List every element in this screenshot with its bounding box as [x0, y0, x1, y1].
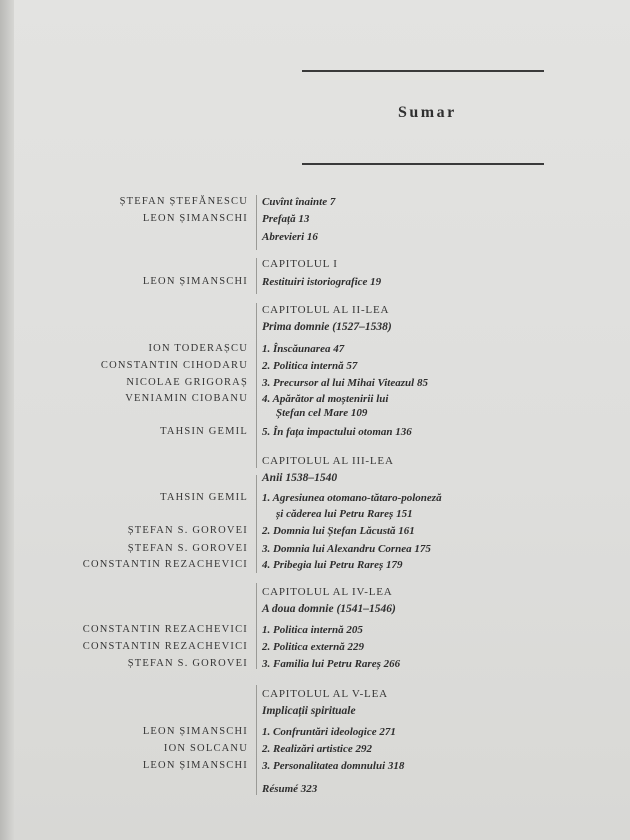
toc-entry: 2. Domnia lui Ștefan Lăcustă 161 — [262, 525, 415, 537]
column-divider — [256, 258, 257, 294]
toc-entry: 2. Politica externă 229 — [262, 641, 365, 653]
toc-entry: 5. În fața impactului otoman 136 — [262, 426, 412, 438]
summary-entry: Résumé 323 — [262, 783, 318, 795]
chapter-subtitle: Implicații spirituale — [262, 705, 356, 717]
chapter-heading: CAPITOLUL AL III-LEA — [262, 455, 394, 467]
toc-entry: 4. Apărător al moștenirii lui — [262, 393, 389, 405]
toc-author: LEON ȘIMANSCHI — [142, 276, 248, 287]
toc-entry: 3. Personalitatea domnului 318 — [262, 760, 405, 772]
toc-entry: 4. Pribegia lui Petru Rareș 179 — [262, 559, 403, 571]
toc-entry: Ștefan cel Mare 109 — [276, 407, 368, 419]
toc-author: TAHSIN GEMIL — [160, 492, 248, 503]
toc-author: ȘTEFAN S. GOROVEI — [127, 525, 248, 536]
toc-entry: 3. Domnia lui Alexandru Cornea 175 — [262, 543, 431, 555]
toc-author: CONSTANTIN REZACHEVICI — [82, 559, 248, 570]
toc-author: CONSTANTIN REZACHEVICI — [82, 641, 248, 652]
top-rule — [302, 70, 544, 72]
toc-entry: 1. Confruntări ideologice 271 — [262, 726, 396, 738]
toc-author: CONSTANTIN REZACHEVICI — [82, 624, 248, 635]
toc-entry: 1. Politica internă 205 — [262, 624, 363, 636]
toc-author: TAHSIN GEMIL — [160, 426, 248, 437]
toc-entry: și căderea lui Petru Rareș 151 — [276, 508, 413, 520]
toc-entry: Prefață 13 — [262, 213, 310, 225]
column-divider — [256, 475, 257, 573]
chapter-heading: CAPITOLUL AL V-LEA — [262, 688, 388, 700]
toc-author: LEON ȘIMANSCHI — [142, 726, 248, 737]
toc-entry: 2. Politica internă 57 — [262, 360, 358, 372]
toc-author: NICOLAE GRIGORAȘ — [126, 377, 248, 388]
page-edge — [0, 0, 14, 840]
column-divider — [256, 303, 257, 468]
chapter-subtitle: Prima domnie (1527–1538) — [262, 321, 392, 333]
toc-author: ȘTEFAN S. GOROVEI — [127, 543, 248, 554]
toc-entry: 1. Agresiunea otomano-tătaro-poloneză — [262, 492, 442, 504]
chapter-heading: CAPITOLUL I — [262, 258, 338, 270]
toc-entry: 3. Familia lui Petru Rareș 266 — [262, 658, 401, 670]
chapter-subtitle: A doua domnie (1541–1546) — [262, 603, 396, 615]
toc-entry: 1. Înscăunarea 47 — [262, 343, 345, 355]
toc-entry: Cuvînt înainte 7 — [262, 196, 336, 208]
bottom-rule — [302, 163, 544, 165]
toc-author: ION TODERAȘCU — [148, 343, 248, 354]
toc-author: ION SOLCANU — [163, 743, 248, 754]
toc-author: VENIAMIN CIOBANU — [125, 393, 248, 404]
toc-entry: 3. Precursor al lui Mihai Viteazul 85 — [262, 377, 428, 389]
toc-author: CONSTANTIN CIHODARU — [100, 360, 248, 371]
toc-author: ȘTEFAN ȘTEFĂNESCU — [119, 196, 248, 207]
column-divider — [256, 583, 257, 669]
toc-entry: Restituiri istoriografice 19 — [262, 276, 382, 288]
column-divider — [256, 685, 257, 795]
toc-author: LEON ȘIMANSCHI — [142, 760, 248, 771]
toc-author: LEON ȘIMANSCHI — [142, 213, 248, 224]
toc-entry: Abrevieri 16 — [262, 231, 318, 243]
chapter-heading: CAPITOLUL AL IV-LEA — [262, 586, 393, 598]
page-title: Sumar — [398, 104, 457, 121]
toc-author: ȘTEFAN S. GOROVEI — [127, 658, 248, 669]
column-divider — [256, 195, 257, 250]
chapter-heading: CAPITOLUL AL II-LEA — [262, 304, 390, 316]
toc-entry: 2. Realizări artistice 292 — [262, 743, 372, 755]
chapter-subtitle: Anii 1538–1540 — [262, 472, 338, 484]
